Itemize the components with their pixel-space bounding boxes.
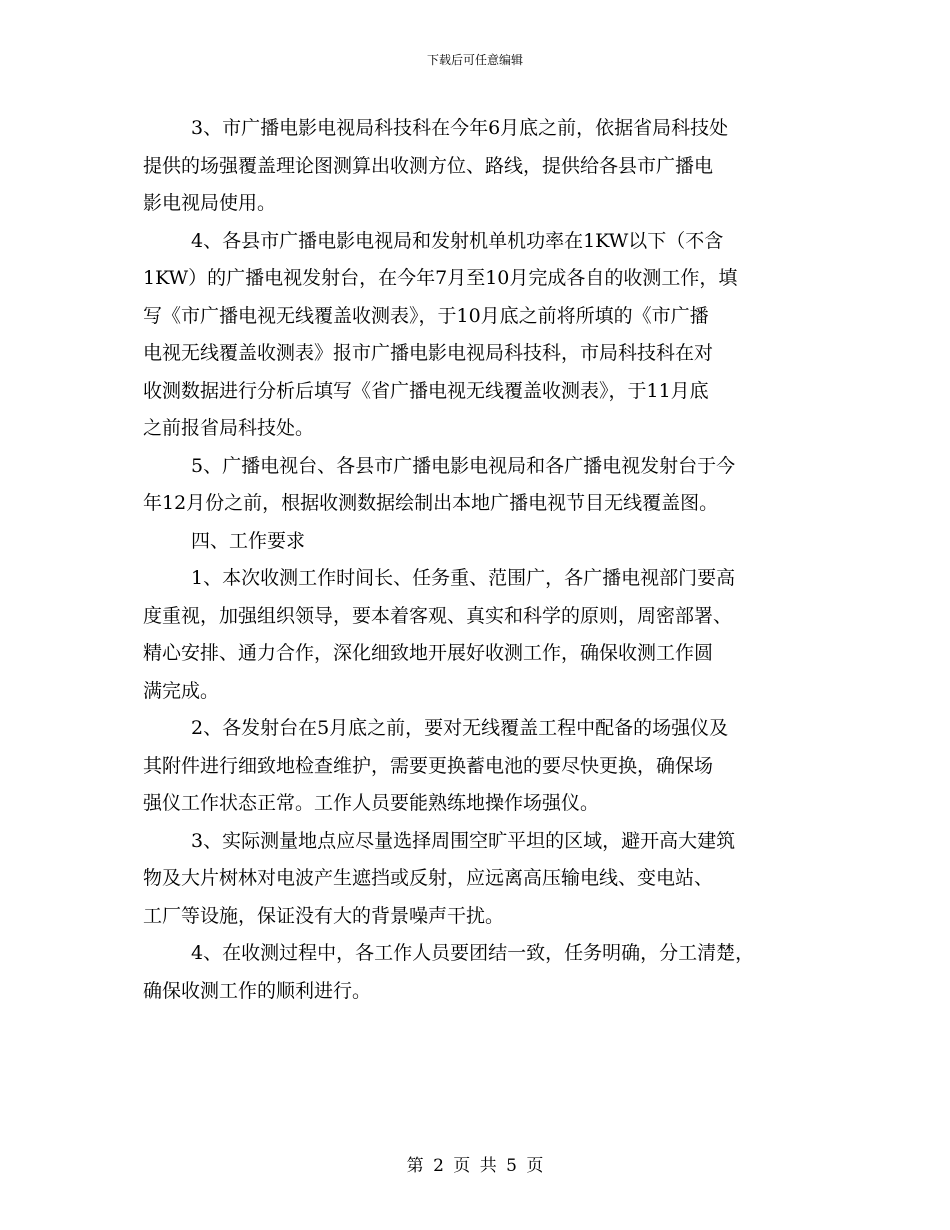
- text-line: 之前报省局科技处。: [143, 417, 315, 439]
- text-line: 强仪工作状态正常。工作人员要能熟练地操作场强仪。: [143, 792, 600, 814]
- text-line: 4、在收测过程中，各工作人员要团结一致，任务明确，分工清楚，: [191, 942, 755, 964]
- text-line: 精心安排、通力合作，深化细致地开展好收测工作，确保收测工作圆: [143, 642, 714, 664]
- text-line: 工厂等设施，保证没有大的背景噪声干扰。: [143, 904, 505, 927]
- text-line: 提供的场强覆盖理论图测算出收测方位、路线，提供给各县市广播电: [143, 154, 714, 177]
- page-footer: 第 2 页 共 5 页: [406, 1156, 544, 1176]
- text-line: 电视无线覆盖收测表》报市广播电影电视局科技科，市局科技科在对: [143, 342, 714, 364]
- text-line: 1KW）的广播电视发射台，在今年7月至10月完成各自的收测工作，填: [143, 267, 738, 289]
- document-body: [143, 110, 823, 1010]
- text-line: 3、实际测量地点应尽量选择周围空旷平坦的区域，避开高大建筑: [191, 829, 736, 852]
- text-line: 5、广播电视台、各县市广播电影电视局和各广播电视发射台于今: [191, 454, 736, 477]
- text-line: 收测数据进行分析后填写《省广播电视无线覆盖收测表》，于11月底: [143, 379, 709, 402]
- text-line: 2、各发射台在5月底之前，要对无线覆盖工程中配备的场强仪及: [191, 717, 729, 739]
- text-line: 确保收测工作的顺利进行。: [143, 979, 372, 1002]
- text-line: 满完成。: [143, 679, 220, 702]
- text-line: 年12月份之前，根据收测数据绘制出本地广播电视节目无线覆盖图。: [143, 492, 719, 514]
- text-line: 物及大片树林对电波产生遮挡或反射，应远离高压输电线、变电站、: [143, 867, 714, 889]
- section-heading: 四、工作要求: [191, 529, 306, 552]
- text-line: 1、本次收测工作时间长、任务重、范围广，各广播电视部门要高: [191, 567, 736, 589]
- text-line: 4、各县市广播电影电视局和发射机单机功率在1KW以下（不含: [191, 229, 724, 252]
- text-line: 3、市广播电影电视局科技科在今年6月底之前，依据省局科技处: [191, 117, 729, 139]
- text-line: 度重视，加强组织领导，要本着客观、真实和科学的原则，周密部署、: [143, 604, 733, 627]
- text-line: 写《市广播电视无线覆盖收测表》，于10月底之前将所填的《市广播: [143, 304, 709, 327]
- text-line: 其附件进行细致地检查维护，需要更换蓄电池的要尽快更换，确保场: [143, 754, 714, 777]
- page-header: 下载后可任意编辑: [426, 53, 523, 67]
- text-line: 影电视局使用。: [143, 192, 277, 214]
